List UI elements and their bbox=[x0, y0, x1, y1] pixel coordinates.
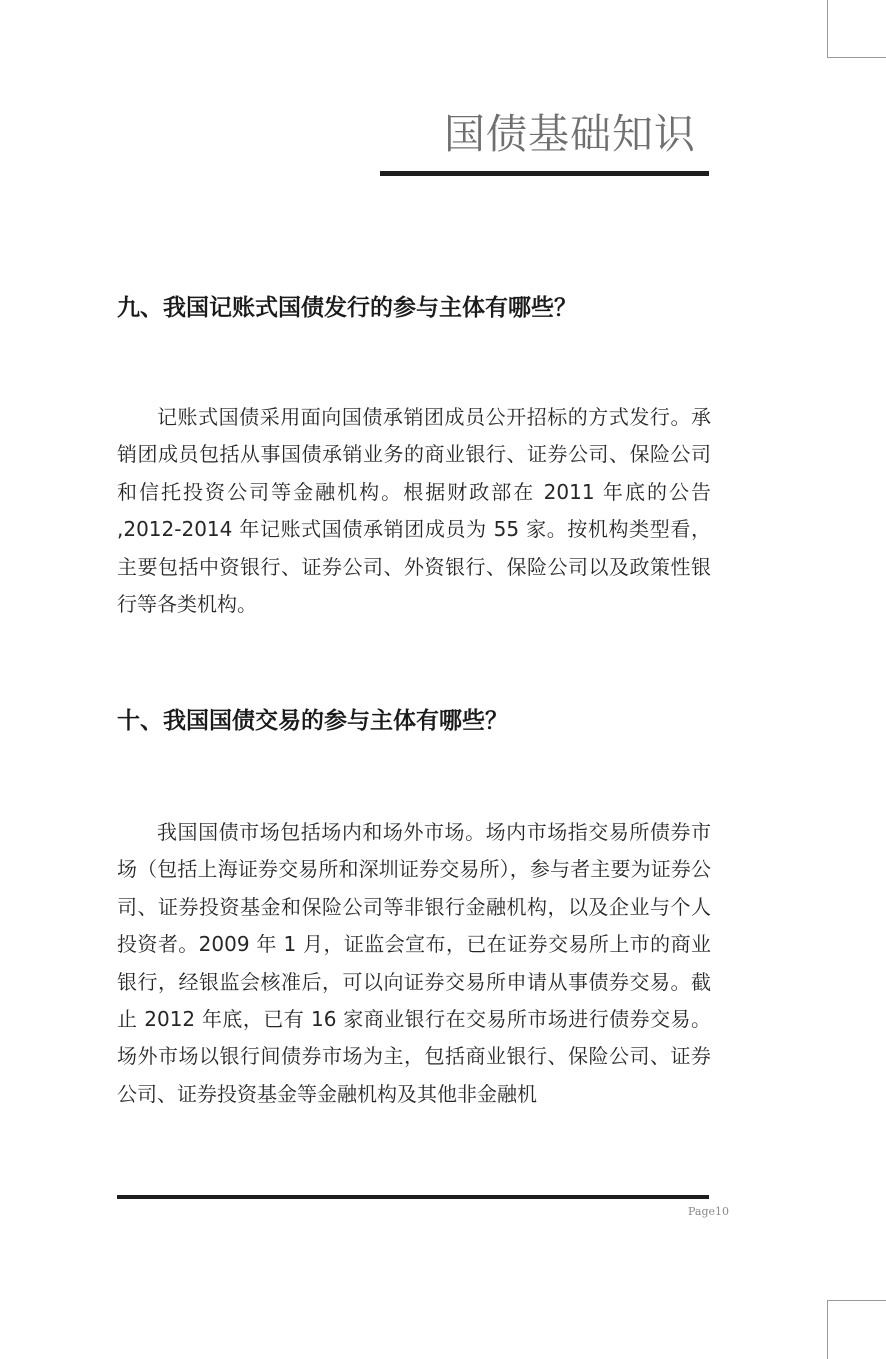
page-number: Page10 bbox=[687, 1205, 729, 1218]
page-header-title: 国债基础知识 bbox=[444, 110, 696, 158]
section-heading-9: 九、我国记账式国债发行的参与主体有哪些？ bbox=[117, 295, 577, 321]
header-divider bbox=[380, 171, 709, 176]
crop-mark-top bbox=[827, 0, 886, 58]
footer-divider bbox=[117, 1195, 709, 1199]
section-paragraph-9: 记账式国债采用面向国债承销团成员公开招标的方式发行。承销团成员包括从事国债承销业务的商业银行、证券公司、保险公司和信托投资公司等金融机构。根据财政部在 2011 年底的公告 ,2012-2014 年记账式国债承销团成员为 55 家。按机构类型看，主要包括中资银行、证券公司、外资银行、保险公司以及政策性银行等各类机构。 bbox=[117, 405, 711, 617]
crop-mark-bottom bbox=[827, 1300, 886, 1359]
section-paragraph-10: 我国国债市场包括场内和场外市场。场内市场指交易所债券市场（包括上海证券交易所和深圳证券交易所），参与者主要为证券公司、证券投资基金和保险公司等非银行金融机构，以及企业与个人投资者。2009 年 1 月，证监会宣布，已在证券交易所上市的商业银行，经银监会核准后，可以向证券交易所申请从事债券交易。截止 2012 年底，已有 16 家商业银行在交易所市场进行债券交易。场外市场以银行间债券市场为主，包括商业银行、保险公司、证券公司、证券投资基金等金融机构及其他非金融机 bbox=[117, 820, 711, 1106]
section-heading-10: 十、我国国债交易的参与主体有哪些？ bbox=[117, 708, 508, 734]
